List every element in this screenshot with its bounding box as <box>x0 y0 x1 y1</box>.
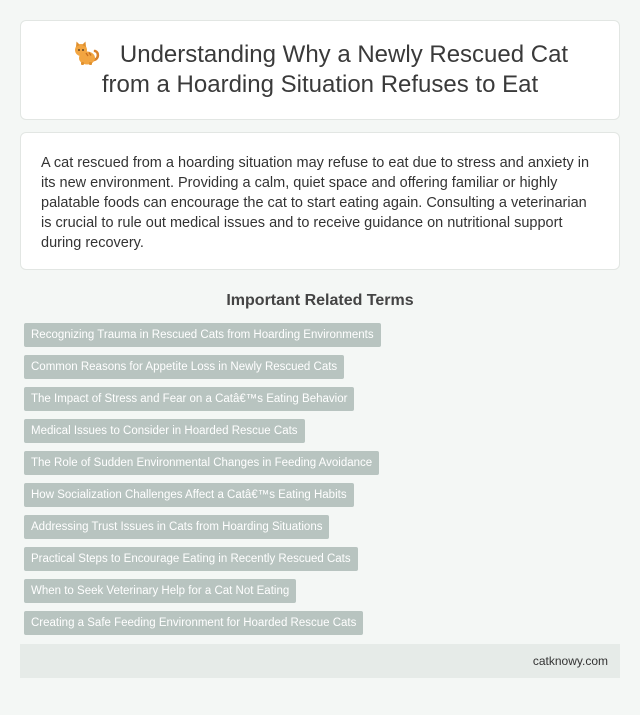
page-title <box>45 40 595 100</box>
related-term-tag[interactable]: Practical Steps to Encourage Eating in Recently Rescued Cats <box>24 547 358 571</box>
footer-site-link[interactable]: catknowy.com <box>532 654 608 668</box>
header-card <box>20 20 620 120</box>
related-term-tag[interactable]: Common Reasons for Appetite Loss in Newly Rescued Cats <box>24 355 344 379</box>
related-term-tag[interactable]: How Socialization Challenges Affect a Catâ€™s Eating Habits <box>24 483 354 507</box>
related-term-tag[interactable]: Creating a Safe Feeding Environment for Hoarded Rescue Cats <box>24 611 363 635</box>
footer <box>20 644 620 678</box>
related-term-tag[interactable]: Addressing Trust Issues in Cats from Hoarding Situations <box>24 515 329 539</box>
page-title-text: Understanding Why a Newly Rescued Cat from a Hoarding Situation Refuses to Eat <box>101 41 569 98</box>
related-term-tag[interactable]: The Impact of Stress and Fear on a Catâ€™s Eating Behavior <box>24 387 354 411</box>
related-terms-list <box>20 323 620 635</box>
related-terms-heading: Important Related Terms <box>226 292 414 309</box>
related-term-tag[interactable]: The Role of Sudden Environmental Changes in Feeding Avoidance <box>24 451 379 475</box>
summary-card <box>20 132 620 270</box>
summary-text: A cat rescued from a hoarding situation may refuse to eat due to stress and anxiety in its new environment. Providing a calm, quiet space and offering familiar or highly palatable foods can encourage the cat to start eating again. Consulting a veterinarian is crucial to rule out medical issues and to receive guidance on nutritional support during recovery. <box>41 155 590 251</box>
related-term-tag[interactable]: When to Seek Veterinary Help for a Cat Not Eating <box>24 579 296 603</box>
cat-icon <box>72 40 100 66</box>
related-term-tag[interactable]: Recognizing Trauma in Rescued Cats from Hoarding Environments <box>24 323 381 347</box>
related-term-tag[interactable]: Medical Issues to Consider in Hoarded Rescue Cats <box>24 419 305 443</box>
